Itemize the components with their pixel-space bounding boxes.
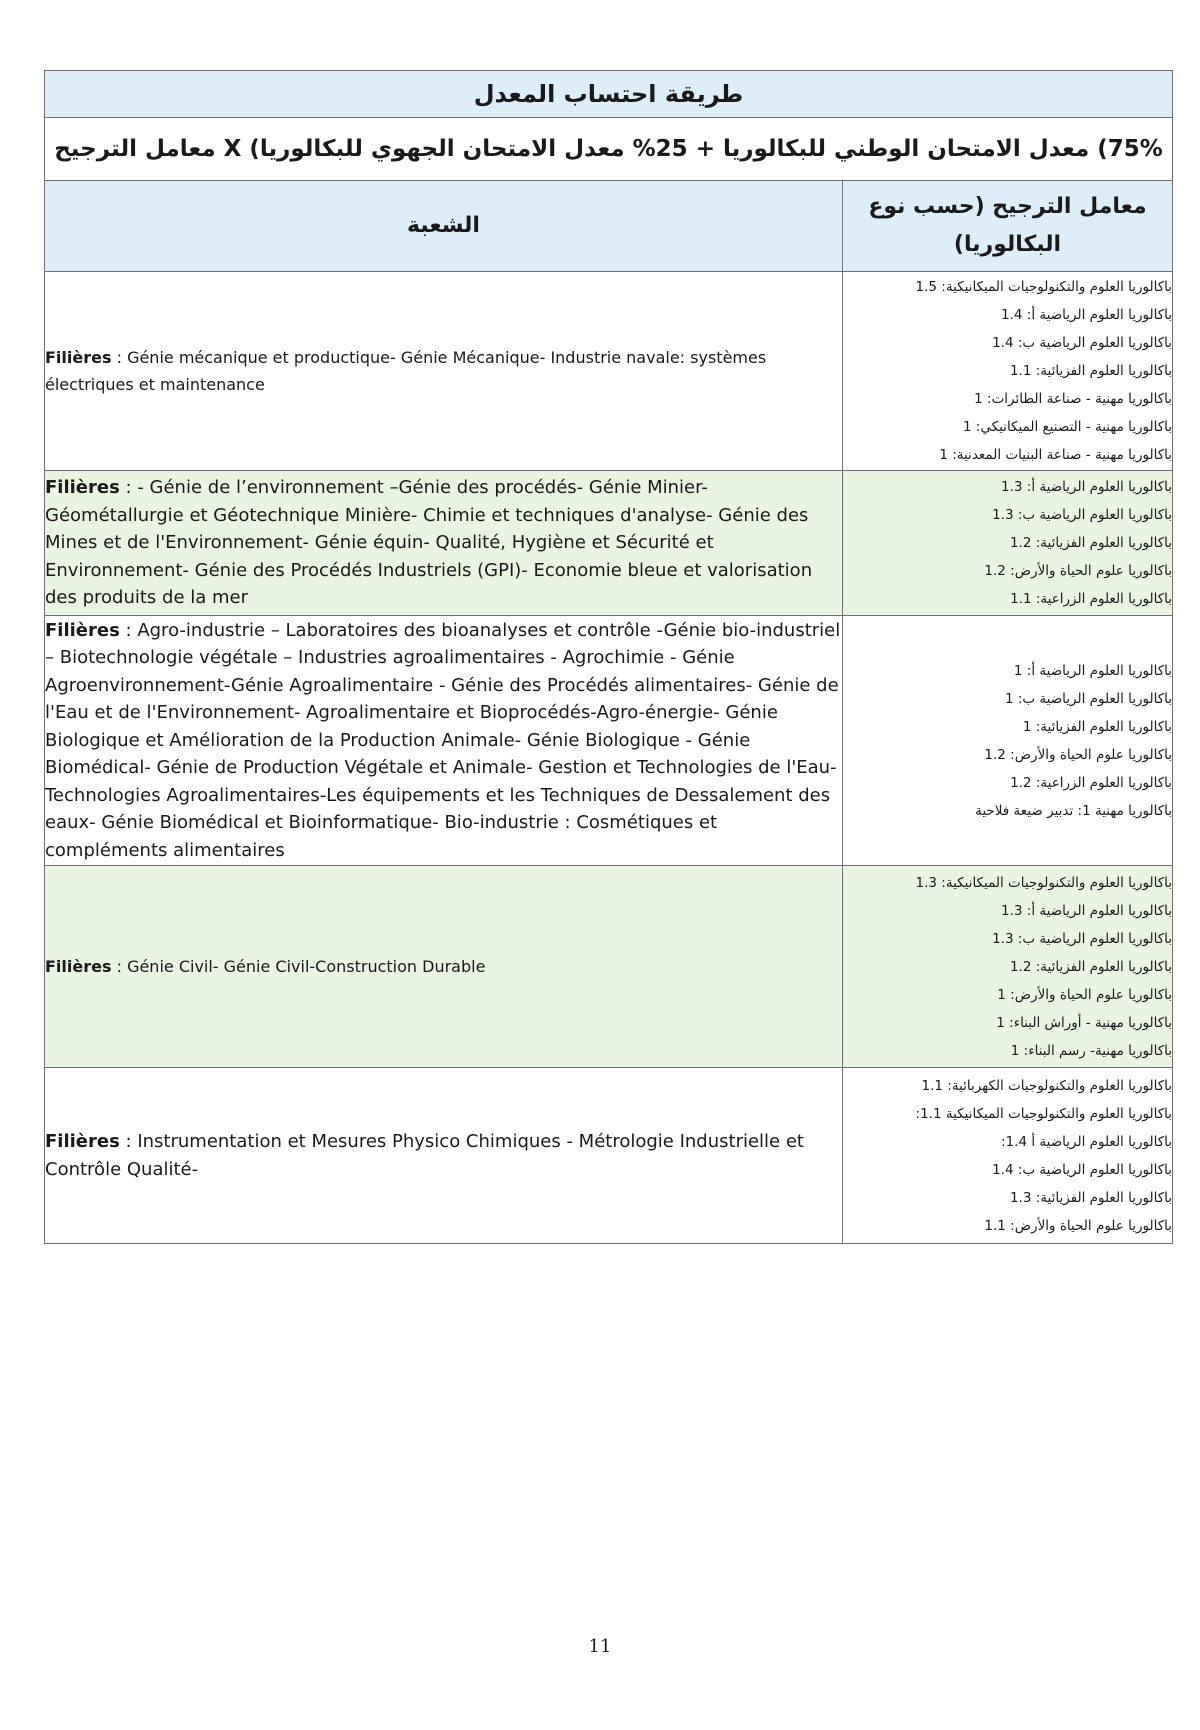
coefficient-line: باكالوريا مهنية - صناعة الطائرات: 1 [974, 391, 1172, 407]
table-row [45, 471, 1173, 616]
filiere-cell [45, 866, 843, 1068]
coefficient-line: باكالوريا مهنية- رسم البناء: 1 [1010, 1042, 1172, 1059]
coefficient-line: باكالوريا العلوم والتكنولوجيات الميكانيكية 1.1: [915, 1105, 1172, 1122]
coefficient-line: باكالوريا العلوم الرياضية أ: 1.3 [1001, 479, 1172, 495]
coefficient-line: باكالوريا علوم الحياة والأرض: 1.2 [984, 563, 1172, 579]
coefficient-line: باكالوريا العلوم الرياضية أ: 1.3 [1001, 902, 1172, 919]
page-number: 11 [588, 1636, 612, 1657]
coefficient-line: باكالوريا العلوم الفزيائية: 1.3 [1009, 1189, 1172, 1206]
coefficient-line: باكالوريا العلوم الرياضية أ: 1 [1013, 662, 1172, 679]
table-row [45, 272, 1173, 471]
coefficient-line: باكالوريا العلوم الزراعية: 1.1 [1010, 591, 1172, 607]
filiere-cell [45, 272, 843, 471]
coefficient-line: باكالوريا العلوم الرياضية ب: 1 [1004, 690, 1172, 707]
coefficient-line: باكالوريا مهنية - التصنيع الميكانيكي: 1 [962, 419, 1172, 435]
column-header-coefficient-line2: البكالوريا) [953, 232, 1062, 257]
coefficient-line: باكالوريا العلوم الرياضية أ 1.4: [1001, 1133, 1172, 1150]
filiere-cell [45, 616, 843, 866]
filiere-text: : Instrumentation et Mesures Physico Chimiques - Métrologie Industrielle et Contrôle Qualité- [45, 1131, 804, 1180]
filiere-text: : Agro-industrie – Laboratoires des bioanalyses et contrôle -Génie bio-industriel – Biotechnologie végétale – Industries agroalimentaires - Agrochimie - Génie Agroenvironnement-Génie Agroalimentaire - Génie des Procédés alimentaires- Génie de l'Eau et de l'Environnement- Agroalimentaire et Bioprocédés-Agro-énergie- Génie Biologique et Amélioration de la Production Animale- Génie Biologique - Génie Biomédical- Génie de Production Végétale et Animale- Gestion et Technologies de l'Eau- Technologies Agroalimentaires-Les équipements et les Techniques de Dessalement des eaux- Génie Biomédical et Bioinformatique- Bio-industrie : Cosmétiques et compléments alimentaires [45, 619, 841, 861]
table-row [45, 616, 1173, 866]
coefficient-cell [843, 616, 1173, 866]
coefficient-cell [843, 272, 1173, 471]
coefficient-line: باكالوريا العلوم الرياضية ب: 1.3 [992, 507, 1172, 523]
coefficient-line: باكالوريا العلوم الرياضية ب: 1.4 [992, 335, 1172, 351]
weighting-table [44, 70, 1173, 1244]
coefficient-cell [843, 1068, 1173, 1244]
table-title: طريقة احتساب المعدل [45, 71, 1173, 118]
coefficient-line: باكالوريا العلوم الرياضية أ: 1.4 [1001, 307, 1172, 323]
column-header-filiere: الشعبة [45, 181, 843, 272]
coefficient-line: باكالوريا علوم الحياة والأرض: 1.1 [984, 1217, 1172, 1234]
coefficient-line: باكالوريا علوم الحياة والأرض: 1.2 [984, 746, 1172, 763]
filiere-label: Filières [45, 1131, 120, 1152]
coefficient-line: باكالوريا العلوم الزراعية: 1.2 [1010, 774, 1172, 791]
coefficient-line: باكالوريا العلوم الفزيائية: 1 [1022, 718, 1172, 735]
coefficient-line: باكالوريا مهنية 1: تدبير ضيعة فلاحية [975, 802, 1172, 819]
filiere-text: : Génie Civil- Génie Civil-Construction Durable [111, 957, 486, 976]
coefficient-line: باكالوريا علوم الحياة والأرض: 1 [997, 986, 1172, 1003]
filiere-cell [45, 1068, 843, 1244]
filiere-label: Filières [45, 619, 120, 641]
filiere-text: : Génie mécanique et productique- Génie Mécanique- Industrie navale: systèmes électriques et maintenance [45, 348, 767, 394]
column-header-coefficient [843, 181, 1173, 272]
filiere-label: Filières [45, 957, 112, 976]
coefficient-line: باكالوريا العلوم الرياضية ب: 1.3 [992, 930, 1172, 947]
filiere-cell [45, 471, 843, 616]
filiere-label: Filières [45, 477, 120, 499]
coefficient-line: باكالوريا مهنية - أوراش البناء: 1 [996, 1014, 1172, 1031]
coefficient-line: باكالوريا العلوم الرياضية ب: 1.4 [992, 1161, 1172, 1178]
table-row [45, 1068, 1173, 1244]
coefficient-line: باكالوريا مهنية - صناعة البنيات المعدنية: 1 [939, 447, 1172, 463]
table-row [45, 866, 1173, 1068]
filiere-text: : - Génie de l’environnement –Génie des procédés- Génie Minier-Géométallurgie et Géotechnique Minière- Chimie et techniques d'analyse- Génie des Mines et de l'Environnement- Génie équin- Qualité, Hygiène et Sécurité et Environnement- Génie des Procédés Industriels (GPI)- Economie bleue et valorisation des produits de la mer [45, 477, 813, 609]
coefficient-cell [843, 866, 1173, 1068]
coefficient-line: باكالوريا العلوم الفزيائية: 1.2 [1009, 535, 1172, 551]
coefficient-cell [843, 471, 1173, 616]
coefficient-line: باكالوريا العلوم والتكنولوجيات الكهربائية: 1.1 [921, 1077, 1172, 1094]
coefficient-line: باكالوريا العلوم والتكنولوجيات الميكانيكية: 1.5 [915, 279, 1172, 295]
column-header-coefficient-line1: معامل الترجيح (حسب نوع [868, 193, 1147, 219]
coefficient-line: باكالوريا العلوم والتكنولوجيات الميكانيكية: 1.3 [915, 874, 1172, 891]
filiere-label: Filières [45, 348, 112, 367]
coefficient-line: باكالوريا العلوم الفزيائية: 1.2 [1009, 958, 1172, 975]
coefficient-line: باكالوريا العلوم الفزيائية: 1.1 [1009, 363, 1172, 379]
average-formula: 75%) معدل الامتحان الوطني للبكالوريا + 25% معدل الامتحان الجهوي للبكالوريا) X معامل الترجيح [45, 118, 1173, 181]
